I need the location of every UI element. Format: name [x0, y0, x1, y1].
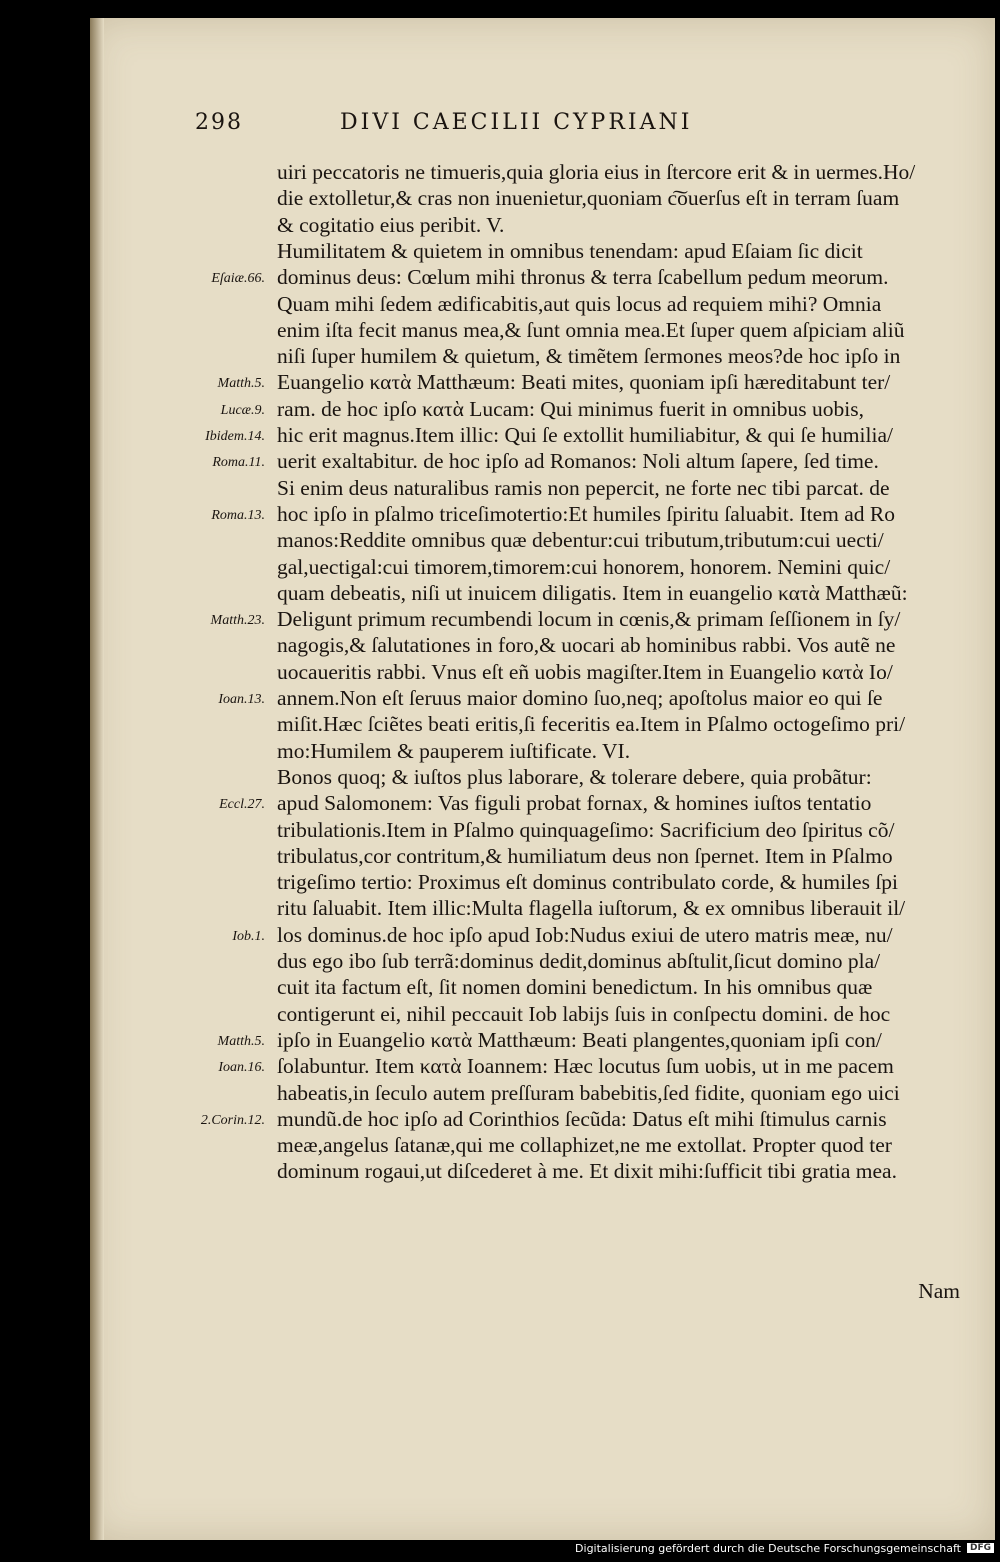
text-line: uocaueritis rabbi. Vnus eſt eñ uobis magiſter.Item in Euangelio κατὰ Io/: [277, 659, 893, 684]
margin-note: Lucæ.9.: [220, 402, 265, 418]
text-line: dominus deus: Cœlum mihi thronus & terra ſcabellum pedum meorum.: [277, 265, 889, 290]
text-line: gal,uectigal:cui timorem,timorem:cui honorem, honorem. Nemini quic/: [277, 554, 891, 579]
text-line: ram. de hoc ipſo κατὰ Lucam: Qui minimus fuerit in omnibus uobis,: [277, 396, 865, 421]
text-line: miſit.Hæc ſciẽtes beati eritis,ſi feceritis ea.Item in Pſalmo octogeſimo pri/: [277, 712, 906, 737]
margin-note: 2.Corin.12.: [200, 1112, 265, 1128]
text-line: meæ,angelus ſatanæ,qui me collaphizet,ne me extollat. Propter quod ter: [277, 1133, 892, 1158]
text-line: quam debeatis, niſi ut inuicem diligatis. Item in euangelio κατὰ Matthæũ:: [277, 580, 908, 605]
text-line: tribulatus,cor contritum,& humiliatum deus non ſpernet. Item in Pſalmo: [277, 843, 893, 868]
margin-note: Roma.11.: [212, 455, 265, 471]
digitization-footer: [575, 1540, 994, 1556]
margin-note: Ioan.16.: [218, 1060, 265, 1076]
text-line: ipſo in Euangelio κατὰ Matthæum: Beati plangentes,quoniam ipſi con/: [277, 1027, 882, 1052]
text-line: Deligunt primum recumbendi locum in cœnis,& primam ſeſſionem in ſy/: [277, 607, 901, 632]
page-header: [195, 110, 965, 140]
text-line: mundũ.de hoc ipſo ad Corinthios ſecũda: Datus eſt mihi ſtimulus carnis: [277, 1106, 887, 1131]
text-line: Bonos quoq; & iuſtos plus laborare, & tolerare debere, quia probãtur:: [277, 764, 872, 789]
text-line: cuit ita factum eſt, ſit nomen domini benedictum. In his omnibus quæ: [277, 975, 873, 1000]
text-line: hoc ipſo in pſalmo triceſimotertio:Et humiles ſpiritu ſaluabit. Item ad Ro: [277, 501, 896, 526]
dfg-logo: DFG: [967, 1543, 994, 1553]
margin-note: Iob.1.: [232, 928, 265, 944]
text-line: hic erit magnus.Item illic: Qui ſe extollit humiliabitur, & qui ſe humilia/: [277, 423, 893, 447]
margin-note: Ioan.13.: [218, 692, 265, 707]
text-line: & cogitatio eius peribit. V.: [277, 212, 505, 237]
page-gutter: [90, 18, 104, 1540]
catchword: Nam: [918, 1279, 960, 1303]
page-number: 298: [195, 110, 243, 135]
text-line: uiri peccatoris ne timueris,quia gloria eius in ſtercore erit & in uermes.Ho/: [277, 160, 916, 184]
margin-note: Matth.23.: [210, 613, 265, 629]
margin-note: Matth.5.: [217, 1033, 265, 1049]
text-line: mo:Humilem & pauperem iuſtificate. VI.: [277, 738, 631, 763]
text-line: Euangelio κατὰ Matthæum: Beati mites, quoniam ipſi hæreditabunt ter/: [277, 370, 891, 395]
footer-text: Digitalisierung gefördert durch die Deutsche Forschungsgemeinschaft: [575, 1541, 961, 1555]
text-line: dominum rogaui,ut diſcederet à me. Et dixit mihi:ſufficit tibi gratia mea.: [277, 1159, 897, 1184]
text-line: trigeſimo tertio: Proximus eſt dominus contribulato corde, & humiles ſpi: [277, 870, 899, 895]
text-line: die extolletur,& cras non inuenietur,quoniam c͠ouerſus eſt in terram ſuam: [277, 186, 900, 211]
text-line: contigerunt ei, nihil peccauit Iob labijs ſuis in conſpectu domini. de hoc: [277, 1001, 891, 1026]
margin-note: Matth.5.: [217, 376, 265, 392]
margin-note: Roma.13.: [211, 507, 265, 523]
text-line: Quam mihi ſedem ædificabitis,aut quis locus ad requiem mihi? Omnia: [277, 291, 882, 316]
text-line: nagogis,& ſalutationes in foro,& uocari ab hominibus rabbi. Vos autẽ ne: [277, 633, 896, 658]
text-line: Si enim deus naturalibus ramis non pepercit, ne forte nec tibi parcat. de: [277, 475, 890, 500]
text-line: Humilitatem & quietem in omnibus tenendam: apud Eſaiam ſic dicit: [277, 238, 863, 263]
text-line: enim iſta fecit manus mea,& ſunt omnia mea.Et ſuper quem aſpiciam aliũ: [277, 317, 905, 342]
text-line: niſi ſuper humilem & quietum, & timẽtem ſermones meos?de hoc ipſo in: [277, 344, 901, 369]
text-line: habeatis,in ſeculo autem preſſuram babebitis,ſed fidite, quoniam ego uici: [277, 1080, 900, 1105]
text-line: tribulationis.Item in Pſalmo quinquageſimo: Sacrificium deo ſpiritus cõ/: [277, 817, 895, 842]
text-line: annem.Non eſt ſeruus maior domino ſuo,neq; apoſtolus maior eo qui ſe: [277, 686, 883, 710]
margin-note: Ibidem.14.: [205, 429, 265, 444]
running-title: DIVI CAECILII CYPRIANI: [340, 110, 693, 135]
margin-note: Eccl.27.: [219, 797, 265, 813]
text-line: manos:Reddite omnibus quæ debentur:cui tributum,tributum:cui uecti/: [277, 528, 884, 553]
text-line: apud Salomonem: Vas figuli probat fornax, & homines iuſtos tentatio: [277, 791, 872, 816]
text-line: ſolabuntur. Item κατὰ Ioannem: Hæc locutus ſum uobis, ut in me pacem: [277, 1054, 894, 1079]
margin-note: Eſaiæ.66.: [211, 271, 265, 287]
text-line: dus ego ibo ſub terrã:dominus dedit,dominus abſtulit,ſicut domino pla/: [277, 949, 881, 973]
text-line: uerit exaltabitur. de hoc ipſo ad Romanos: Noli altum ſapere, ſed time.: [277, 449, 879, 474]
text-line: los dominus.de hoc ipſo apud Iob:Nudus exiui de utero matris meæ, nu/: [277, 922, 893, 947]
text-line: ritu ſaluabit. Item illic:Multa flagella iuſtorum, & ex omnibus liberauit il/: [277, 896, 906, 921]
